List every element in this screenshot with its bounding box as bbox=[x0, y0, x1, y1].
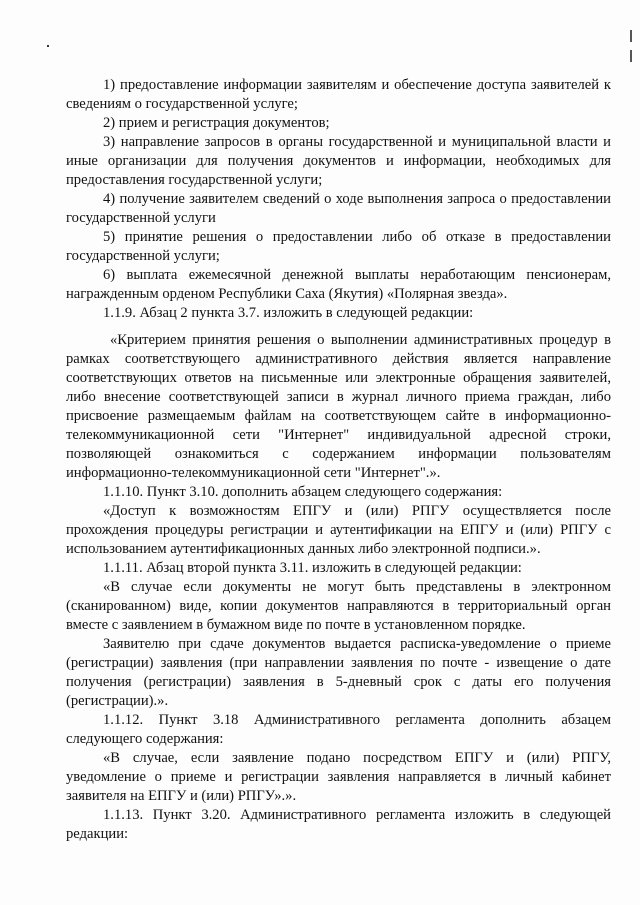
quoted-paragraph: «Критерием принятия решения о выполнении административных процедур в рамках соответствующего административного действия является направление соответствующих ответов на письменные или электронные обращения заявителей, либо внесение соответствующей записи в журнал личного приема граждан, либо присвоение размещаемым файлам на соответствующем сайте в информационно-телекоммуникационной сети "Интернет" индивидуальной адресной строки, позволяющей ознакомиться с содержанием информации пользователям информационно-телекоммуникационной сети "Интернет".». bbox=[66, 332, 611, 481]
section-heading: 1.1.13. Пункт 3.20. Административного регламента изложить в следующей редакции: bbox=[66, 807, 611, 842]
scan-edge-mark bbox=[630, 50, 632, 62]
paragraph: 3) направление запросов в органы государственной и муниципальной власти и иные организации для получения документов и информации, необходимых для предоставления государственной услуги; bbox=[66, 134, 611, 188]
quoted-paragraph: «Доступ к возможностям ЕПГУ и (или) РПГУ осуществляется после прохождения процедуры регистрации и аутентификации на ЕПГУ и (или) РПГУ с использованием аутентификационных данных либо электронной подписи.». bbox=[66, 503, 611, 557]
section-heading: 1.1.11. Абзац второй пункта 3.11. изложить в следующей редакции: bbox=[103, 560, 522, 576]
quoted-paragraph: «В случае если документы не могут быть представлены в электронном (сканированном) виде, копии документов направляются в территориальный орган вместе с заявлением в бумажном виде по почте в установленном порядке. bbox=[66, 579, 611, 633]
section-heading: 1.1.9. Абзац 2 пункта 3.7. изложить в следующей редакции: bbox=[103, 305, 474, 321]
paragraph: 4) получение заявителем сведений о ходе выполнения запроса о предоставлении государственной услуги bbox=[66, 191, 611, 226]
section-heading: 1.1.12. Пункт 3.18 Административного регламента дополнить абзацем следующего содержания: bbox=[66, 712, 611, 747]
paragraph: 6) выплата ежемесячной денежной выплаты неработающим пенсионерам, награжденным орденом Республики Саха (Якутия) «Полярная звезда». bbox=[66, 267, 611, 302]
quoted-paragraph: «В случае, если заявление подано посредством ЕПГУ и (или) РПГУ, уведомление о приеме и регистрации заявления направляется в личный кабинет заявителя на ЕПГУ и (или) РПГУ».». bbox=[66, 750, 611, 804]
scan-speck bbox=[47, 45, 49, 47]
document-body bbox=[66, 76, 611, 844]
quoted-paragraph: Заявителю при сдаче документов выдается расписка-уведомление о приеме (регистрации) заявления (при направлении заявления по почте - извещение о дате получения (регистрации) заявления в 5-дневный срок с даты его получения (регистрации).». bbox=[66, 636, 611, 709]
section-heading: 1.1.10. Пункт 3.10. дополнить абзацем следующего содержания: bbox=[103, 484, 503, 500]
paragraph: 5) принятие решения о предоставлении либо об отказе в предоставлении государственной услуги; bbox=[66, 229, 611, 264]
scan-edge-mark bbox=[630, 30, 632, 42]
paragraph: 1) предоставление информации заявителям и обеспечение доступа заявителей к сведениям о государственной услуге; bbox=[66, 77, 611, 112]
paragraph: 2) прием и регистрация документов; bbox=[103, 115, 330, 131]
